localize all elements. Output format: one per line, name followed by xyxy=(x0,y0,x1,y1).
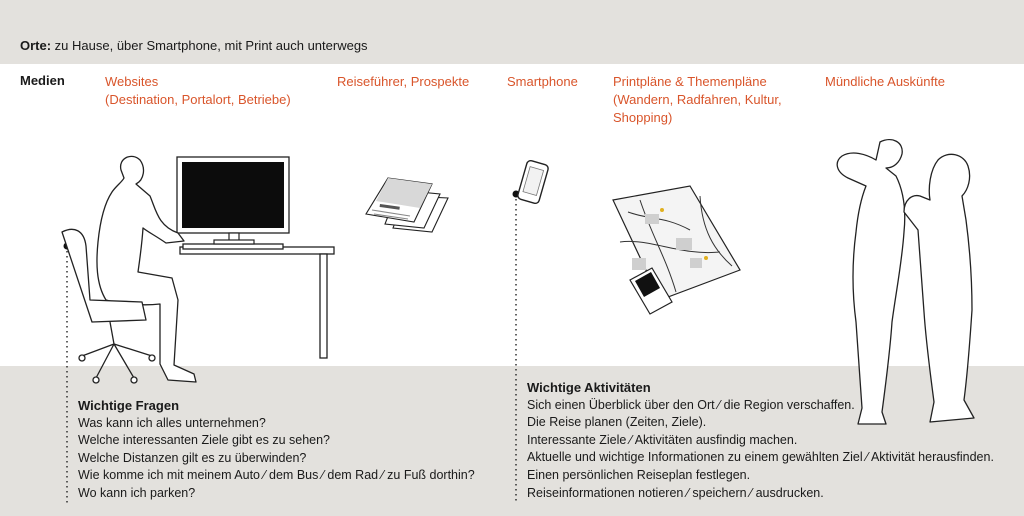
medien-label: Medien xyxy=(20,73,65,88)
wichtige-fragen xyxy=(78,397,475,503)
aktivitaeten-item: Die Reise planen (Zeiten, Ziele). xyxy=(527,415,707,430)
category-line: (Destination, Portalort, Betriebe) xyxy=(105,92,291,107)
category-line: Shopping) xyxy=(613,110,673,125)
aktivitaeten-item: Reiseinformationen notieren ⁄ speichern ⁄ ausdrucken. xyxy=(527,485,824,500)
desk-icon xyxy=(180,244,334,358)
aktivitaeten-item: Aktuelle und wichtige Informationen zu einem gewählten Ziel ⁄ Aktivität herausfinden. xyxy=(527,450,994,465)
category-line: Mündliche Auskünfte xyxy=(825,74,945,89)
aktivitaeten-item: Sich einen Überblick über den Ort ⁄ die Region verschaffen. xyxy=(527,397,855,412)
aktivitaeten-item: Einen persönlichen Reiseplan festlegen. xyxy=(527,467,751,482)
category-line: Printpläne & Themenpläne xyxy=(613,74,767,89)
fragen-item: Welche interessanten Ziele gibt es zu sehen? xyxy=(78,433,331,448)
dotted-connector-right xyxy=(513,191,520,505)
category-line: (Wandern, Radfahren, Kultur, xyxy=(613,92,782,107)
category-line: Smartphone xyxy=(507,74,578,89)
seated-person-icon xyxy=(62,156,196,383)
smartphone-icon xyxy=(517,160,549,205)
aktivitaeten-title: Wichtige Aktivitäten xyxy=(527,380,651,395)
fragen-item: Was kann ich alles unternehmen? xyxy=(78,415,266,430)
wichtige-aktivitaeten xyxy=(527,379,994,502)
fragen-item: Welche Distanzen gilt es zu überwinden? xyxy=(78,450,307,465)
category-line: Websites xyxy=(105,74,159,89)
category-line: Reiseführer, Prospekte xyxy=(337,74,470,89)
fragen-title: Wichtige Fragen xyxy=(78,398,180,413)
orte-text: zu Hause, über Smartphone, mit Print auch unterwegs xyxy=(51,38,368,53)
dotted-connector-left xyxy=(64,243,71,505)
orte-label: Orte: xyxy=(20,38,52,53)
aktivitaeten-item: Interessante Ziele ⁄ Aktivitäten ausfindig machen. xyxy=(527,432,798,447)
fragen-item: Wie komme ich mit meinem Auto ⁄ dem Bus ⁄ dem Rad ⁄ zu Fuß dorthin? xyxy=(78,468,475,483)
fragen-item: Wo kann ich parken? xyxy=(78,485,196,500)
brochures-icon xyxy=(366,178,448,232)
map-icon xyxy=(613,186,740,314)
monitor-icon xyxy=(177,157,289,244)
